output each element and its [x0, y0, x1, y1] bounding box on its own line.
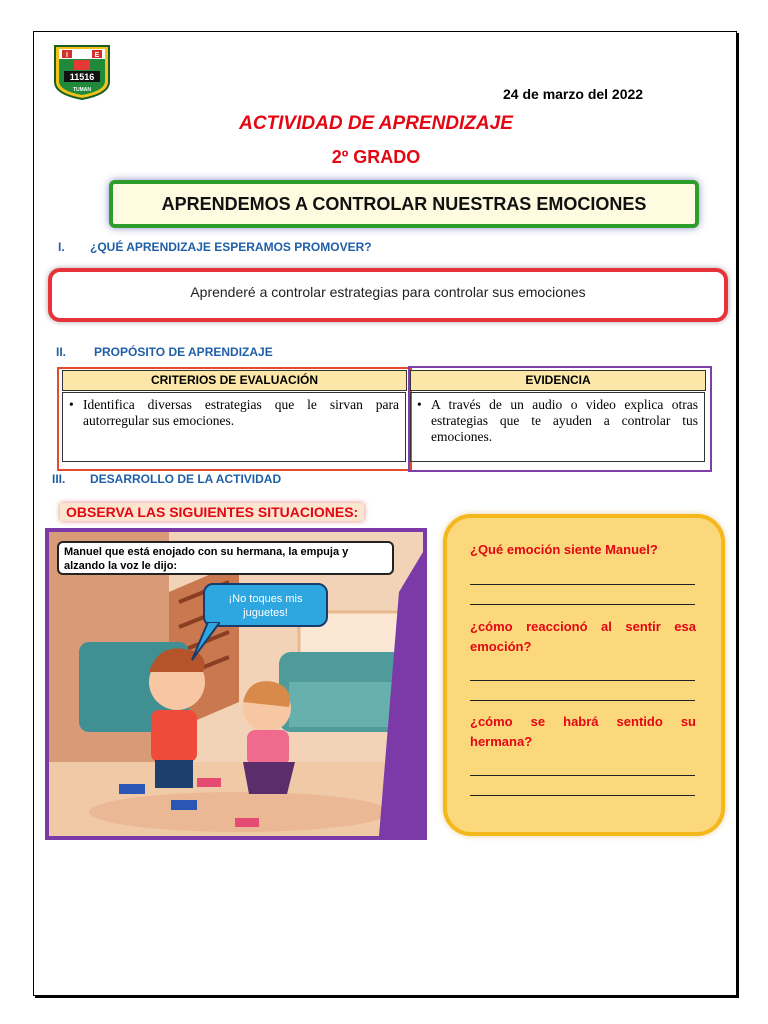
speech-bubble: ¡No toques mis juguetes! — [203, 583, 328, 627]
section-2-label: PROPÓSITO DE APRENDIZAJE — [94, 345, 273, 359]
answer-line-1a[interactable] — [470, 584, 695, 585]
observe-heading: OBSERVA LAS SIGUIENTES SITUACIONES: — [60, 503, 364, 521]
evidence-text: A través de un audio o video explica otras estrategias que te ayuden a controlar tus emociones. — [431, 397, 698, 444]
answer-line-1b[interactable] — [470, 604, 695, 605]
topic-text: APRENDEMOS A CONTROLAR NUESTRAS EMOCIONES — [161, 193, 647, 214]
crest-letter-i: I — [66, 52, 68, 59]
living-room-scene — [49, 532, 423, 836]
criteria-text: Identifica diversas estrategias que le sirvan para autorregular sus emociones. — [83, 397, 399, 428]
topic-banner — [109, 180, 699, 228]
section-2-heading — [56, 345, 273, 359]
section-3-label: DESARROLLO DE LA ACTIVIDAD — [90, 472, 282, 486]
learning-goal-box — [48, 268, 728, 322]
scene-caption: Manuel que está enojado con su hermana, la empuja y alzando la voz le dijo: — [57, 541, 394, 575]
answer-line-3b[interactable] — [470, 795, 695, 796]
learning-goal-text: Aprenderé a controlar estrategias para controlar sus emociones — [190, 284, 586, 300]
question-3: ¿cómo se habrá sentido su hermana? — [470, 714, 696, 749]
date-text: 24 de marzo del 2022 — [503, 86, 644, 102]
section-1-label: ¿QUÉ APRENDIZAJE ESPERAMOS PROMOVER? — [90, 240, 372, 254]
crest-number: 11516 — [69, 72, 95, 82]
question-2: ¿cómo reaccionó al sentir esa emoción? — [470, 619, 696, 654]
page-title: ACTIVIDAD DE APRENDIZAJE — [239, 113, 513, 134]
answer-line-2b[interactable] — [470, 700, 695, 701]
bullet-icon: • — [417, 397, 422, 412]
criteria-header: CRITERIOS DE EVALUACIÓN — [62, 370, 407, 391]
crest-banner: TUMAN — [72, 87, 92, 93]
bullet-icon: • — [69, 397, 74, 412]
evidence-header: EVIDENCIA — [410, 370, 706, 391]
speech-bubble-tail-icon — [190, 622, 220, 662]
grade-title: 2º GRADO — [331, 147, 421, 167]
section-1-heading — [58, 240, 372, 254]
evidence-cell — [410, 392, 705, 462]
answer-line-3a[interactable] — [470, 775, 695, 776]
section-1-number: I. — [58, 240, 65, 254]
section-3-number: III. — [52, 472, 66, 486]
questions-card — [443, 514, 725, 836]
criteria-cell — [62, 392, 406, 462]
school-crest-logo — [52, 44, 112, 100]
section-2-number: II. — [56, 345, 67, 359]
answer-line-2a[interactable] — [470, 680, 695, 681]
crest-letter-e: E — [94, 52, 100, 59]
question-1: ¿Qué emoción siente Manuel? — [470, 542, 658, 557]
section-3-heading — [52, 472, 281, 486]
